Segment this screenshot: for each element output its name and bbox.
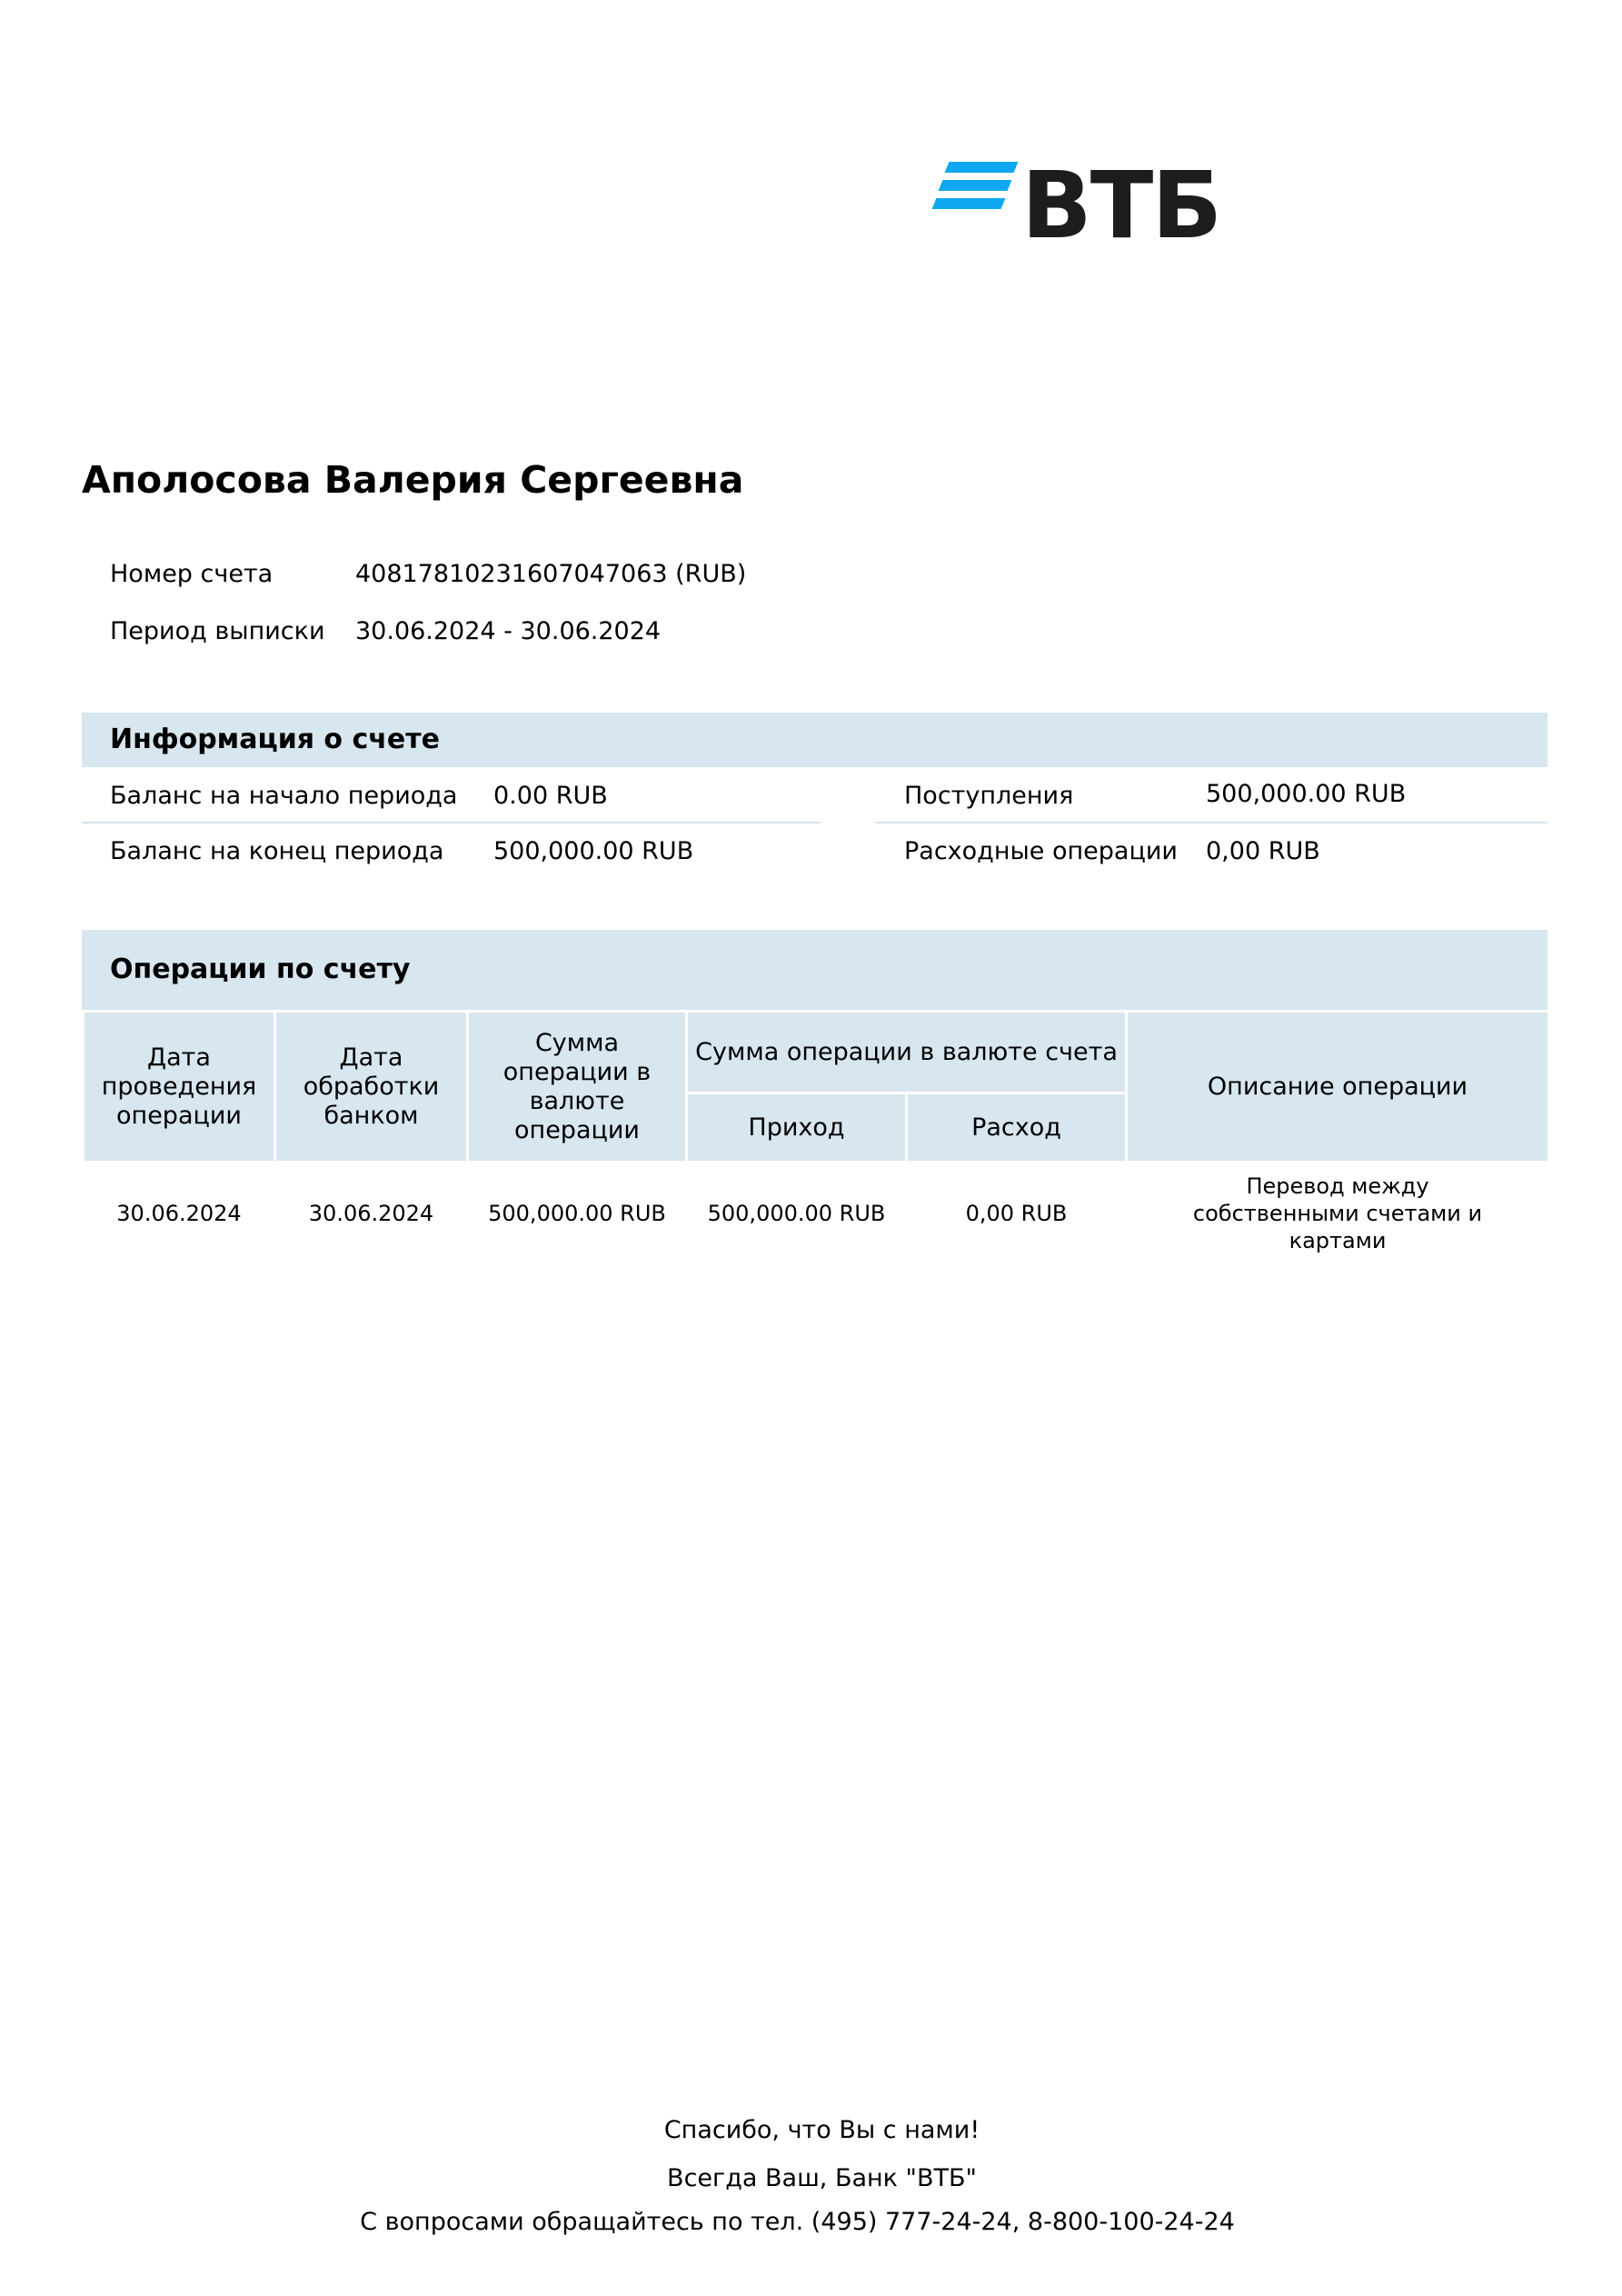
cell-expense: 0,00 RUB xyxy=(907,1163,1127,1265)
header-date-processing: Дата обработки банком xyxy=(275,1012,468,1163)
header-date-operation: Дата проведения операции xyxy=(84,1012,275,1163)
client-name: Аполосова Валерия Сергеевна xyxy=(82,458,744,502)
footer-signature: Всегда Ваш, Банк "ВТБ" xyxy=(667,2164,977,2192)
closing-balance-label: Баланс на конец периода xyxy=(110,837,444,865)
footer-contacts: С вопросами обращайтесь по тел. (495) 777-24-24, 8-800-100-24-24 xyxy=(360,2208,1235,2236)
statement-period-label: Период выписки xyxy=(110,617,325,645)
divider-right xyxy=(876,822,1547,824)
operations-header xyxy=(82,930,1547,1010)
statement-period-row xyxy=(110,614,662,650)
logo-stripe-1 xyxy=(945,162,1019,173)
header-amount-acc-currency: Сумма операции в валюте счета xyxy=(687,1012,1127,1093)
account-info-header xyxy=(82,713,1547,767)
account-info-title: Информация о счете xyxy=(110,724,440,755)
opening-balance-value: 0.00 RUB xyxy=(493,782,608,810)
header-expense: Расход xyxy=(907,1093,1127,1163)
closing-balance-value: 500,000.00 RUB xyxy=(493,837,694,865)
header-description: Описание операции xyxy=(1127,1012,1549,1163)
logo-wordmark: ВТБ xyxy=(1021,152,1221,260)
expense-value: 0,00 RUB xyxy=(1206,837,1320,865)
account-number-value: 40817810231607047063 (RUB) xyxy=(355,560,747,588)
footer-thanks: Спасибо, что Вы с нами! xyxy=(663,2116,980,2144)
vtb-logo xyxy=(929,152,1221,262)
income-value: 500,000.00 RUB xyxy=(1206,780,1407,808)
statement-period-value: 30.06.2024 - 30.06.2024 xyxy=(355,617,662,645)
account-number-label: Номер счета xyxy=(110,560,274,588)
header-amount-op-currency: Сумма операции в валюте операции xyxy=(468,1012,687,1163)
logo-stripe-3 xyxy=(932,198,1006,209)
logo-stripe-2 xyxy=(939,180,1012,191)
cell-date-processing: 30.06.2024 xyxy=(275,1163,468,1265)
table-row xyxy=(84,1163,1549,1265)
cell-income: 500,000.00 RUB xyxy=(687,1163,907,1265)
divider-left xyxy=(82,822,821,824)
income-label: Поступления xyxy=(904,782,1074,810)
operations-title: Операции по счету xyxy=(110,953,411,985)
header-income: Приход xyxy=(687,1093,907,1163)
expense-label: Расходные операции xyxy=(904,837,1178,865)
cell-description: Перевод между собственными счетами и картами xyxy=(1127,1163,1549,1265)
operations-table xyxy=(82,1010,1550,1265)
opening-balance-label: Баланс на начало периода xyxy=(110,782,458,810)
cell-date-operation: 30.06.2024 xyxy=(84,1163,275,1265)
cell-amount-op-currency: 500,000.00 RUB xyxy=(468,1163,687,1265)
account-number-row xyxy=(110,556,747,593)
